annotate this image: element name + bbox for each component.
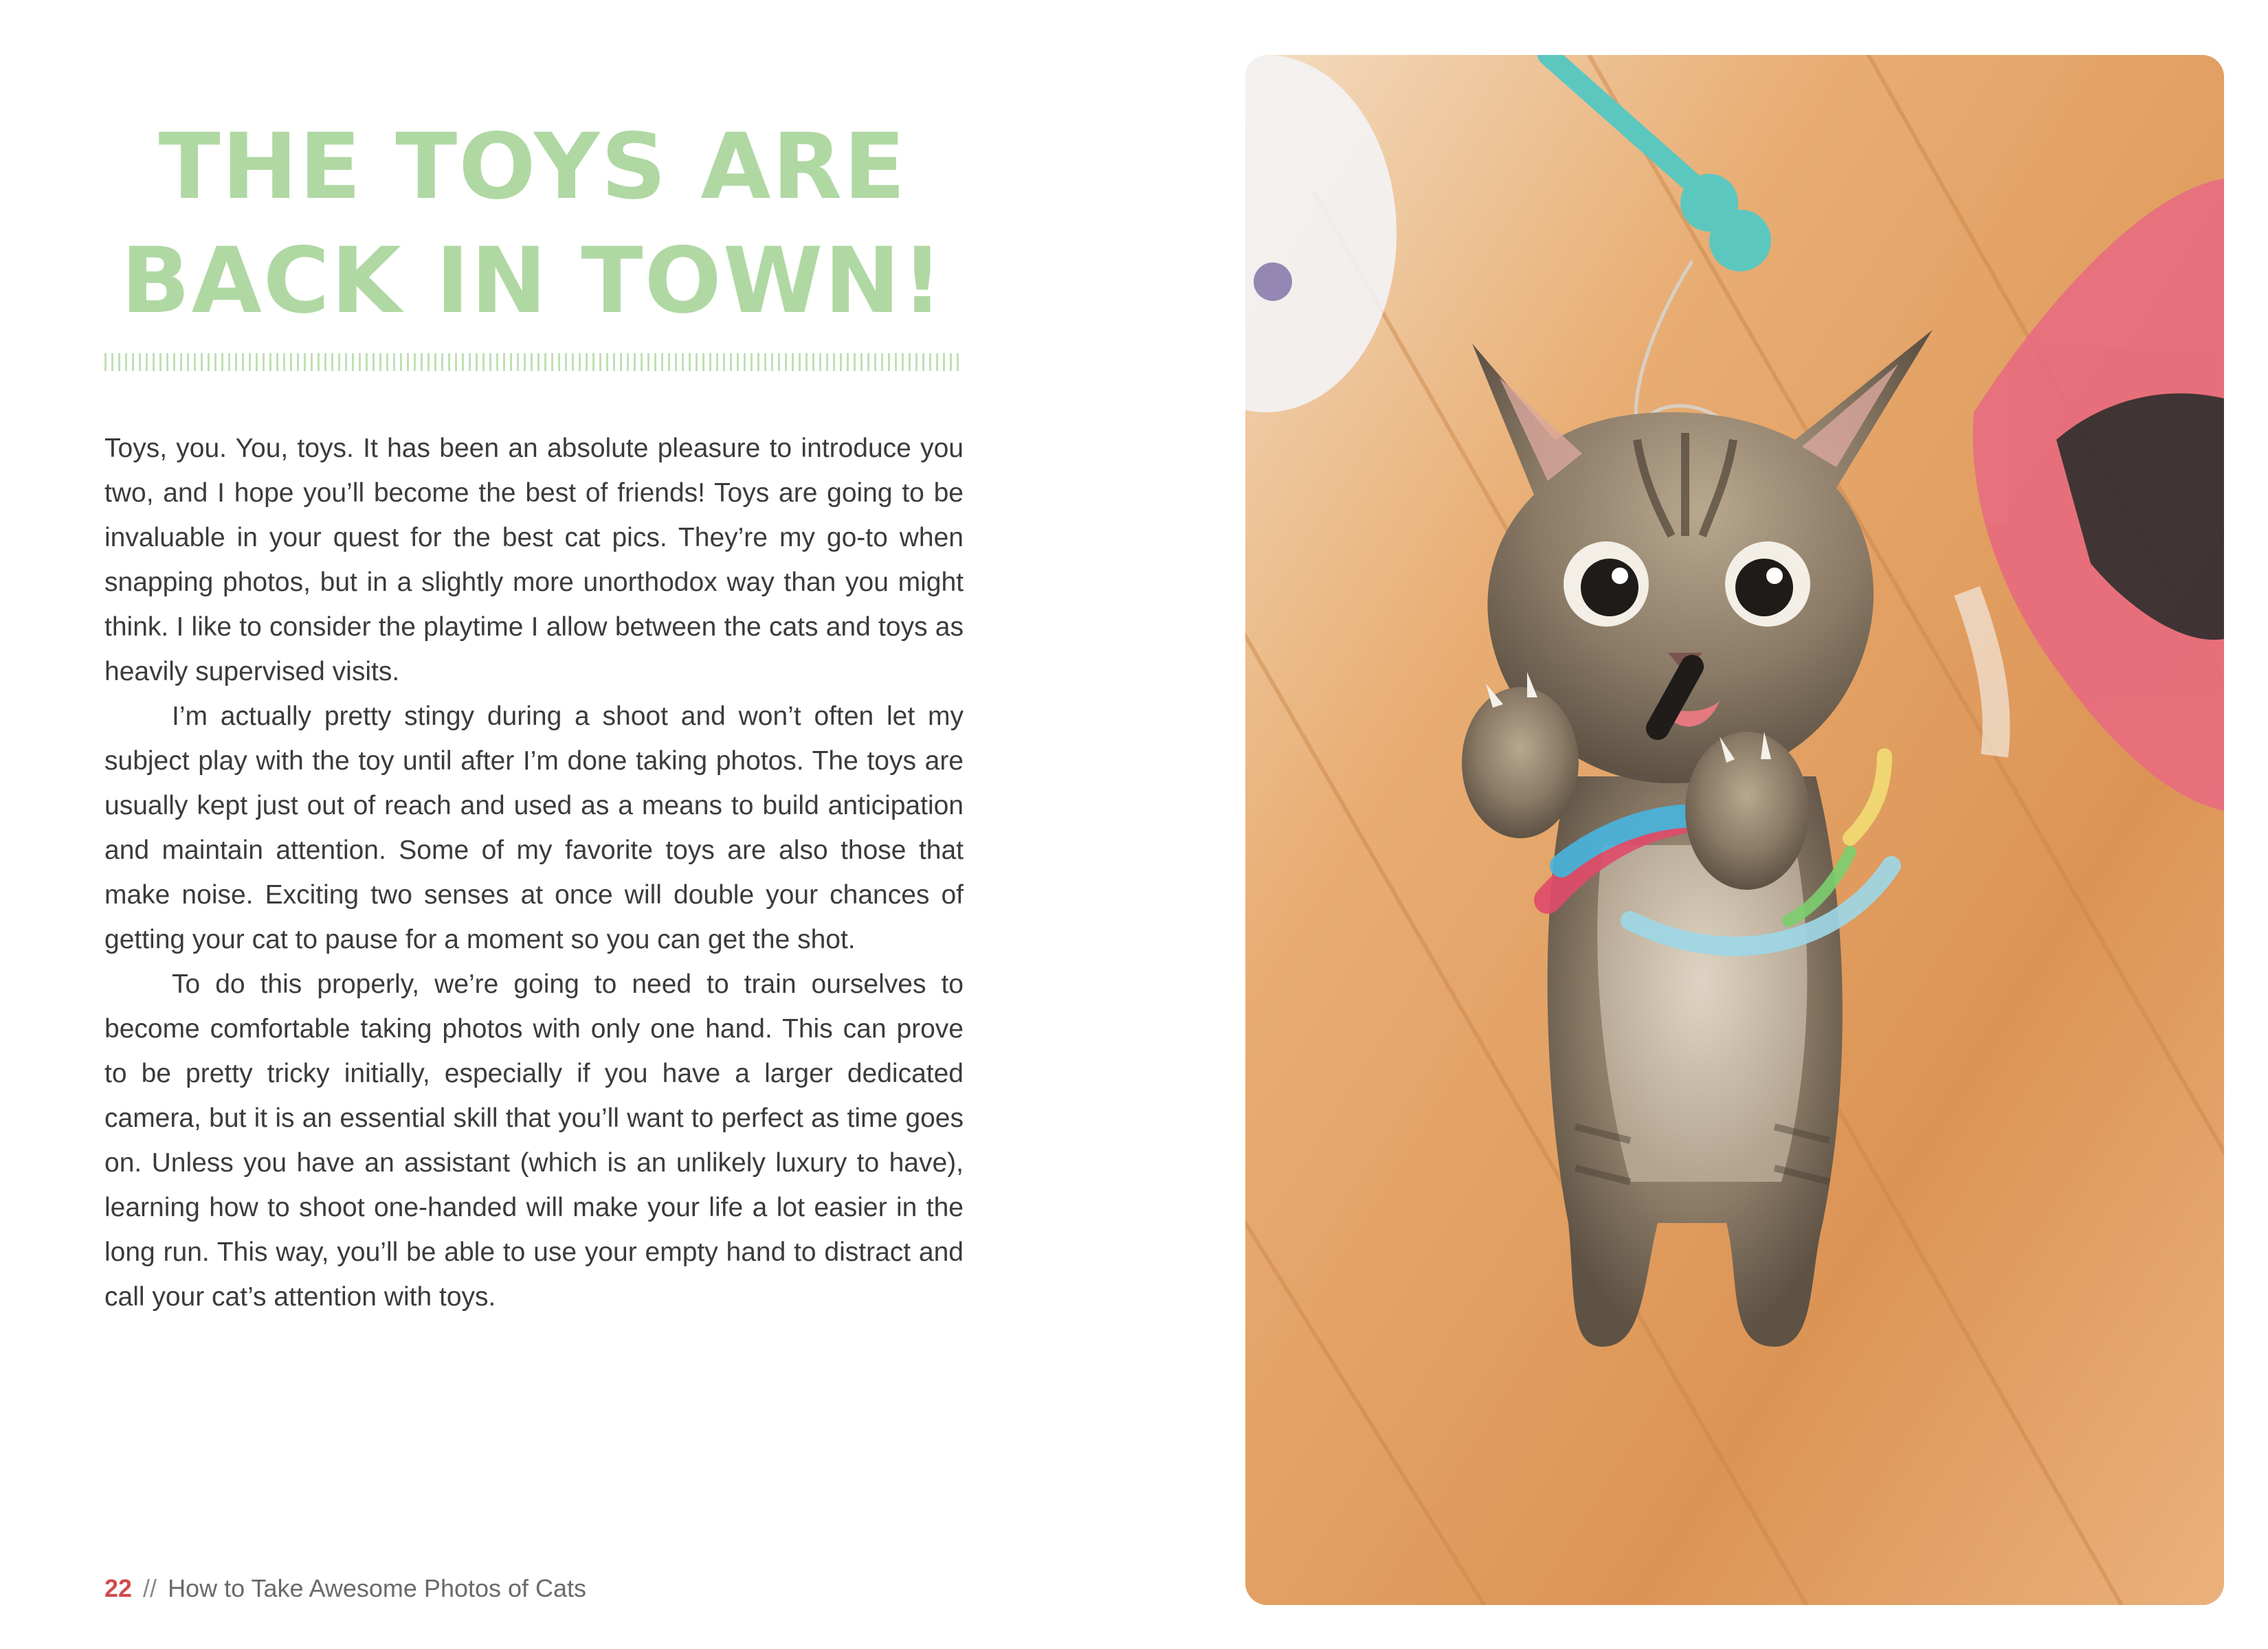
chapter-title <box>103 110 962 338</box>
title-divider <box>104 353 964 371</box>
kitten-photo-icon <box>1245 55 2224 1605</box>
footer-separator: // <box>143 1574 157 1602</box>
chapter-title-line-1: THE TOYS ARE <box>158 114 907 220</box>
book-title: How to Take Awesome Photos of Cats <box>168 1574 587 1602</box>
chapter-title-line-2: BACK IN TOWN! <box>121 228 944 334</box>
paragraph-3: To do this properly, we’re going to need to train ourselves to become comfortable taking photos with only one hand. This can prove to be pretty tricky initially, especially if you have a larger dedicated camera, but it is an essential skill that you’ll want to perfect as time goes on. Unless you have an assistant (which is an unlikely luxury to have), learning how to shoot one-handed will make your life a lot easier in the long run. This way, you’ll be able to use your empty hand to distract and call your cat’s attention with toys. <box>104 969 964 1312</box>
paragraph-1: Toys, you. You, toys. It has been an absolute pleasure to introduce you two, and I hope you’ll become the best of friends! Toys are going to be invaluable in your quest for the best cat pics. They’re my go-to when snapping photos, but in a slightly more unorthodox way than you might think. I like to consider the playtime I allow between the cats and toys as heavily supervised visits. <box>104 434 964 686</box>
kitten-photo <box>1245 55 2224 1605</box>
body-text <box>104 426 964 1319</box>
paragraph-2: I’m actually pretty stingy during a shoot and won’t often let my subject play with the toy until after I’m done taking photos. The toys are usually kept just out of reach and used as a means to build anticipation and maintain attention. Some of my favorite toys are also those that make noise. Exciting two senses at once will double your chances of getting your cat to pause for a moment so you can get the shot. <box>104 702 964 954</box>
page-footer <box>104 1573 586 1604</box>
page-number: 22 <box>104 1574 133 1602</box>
